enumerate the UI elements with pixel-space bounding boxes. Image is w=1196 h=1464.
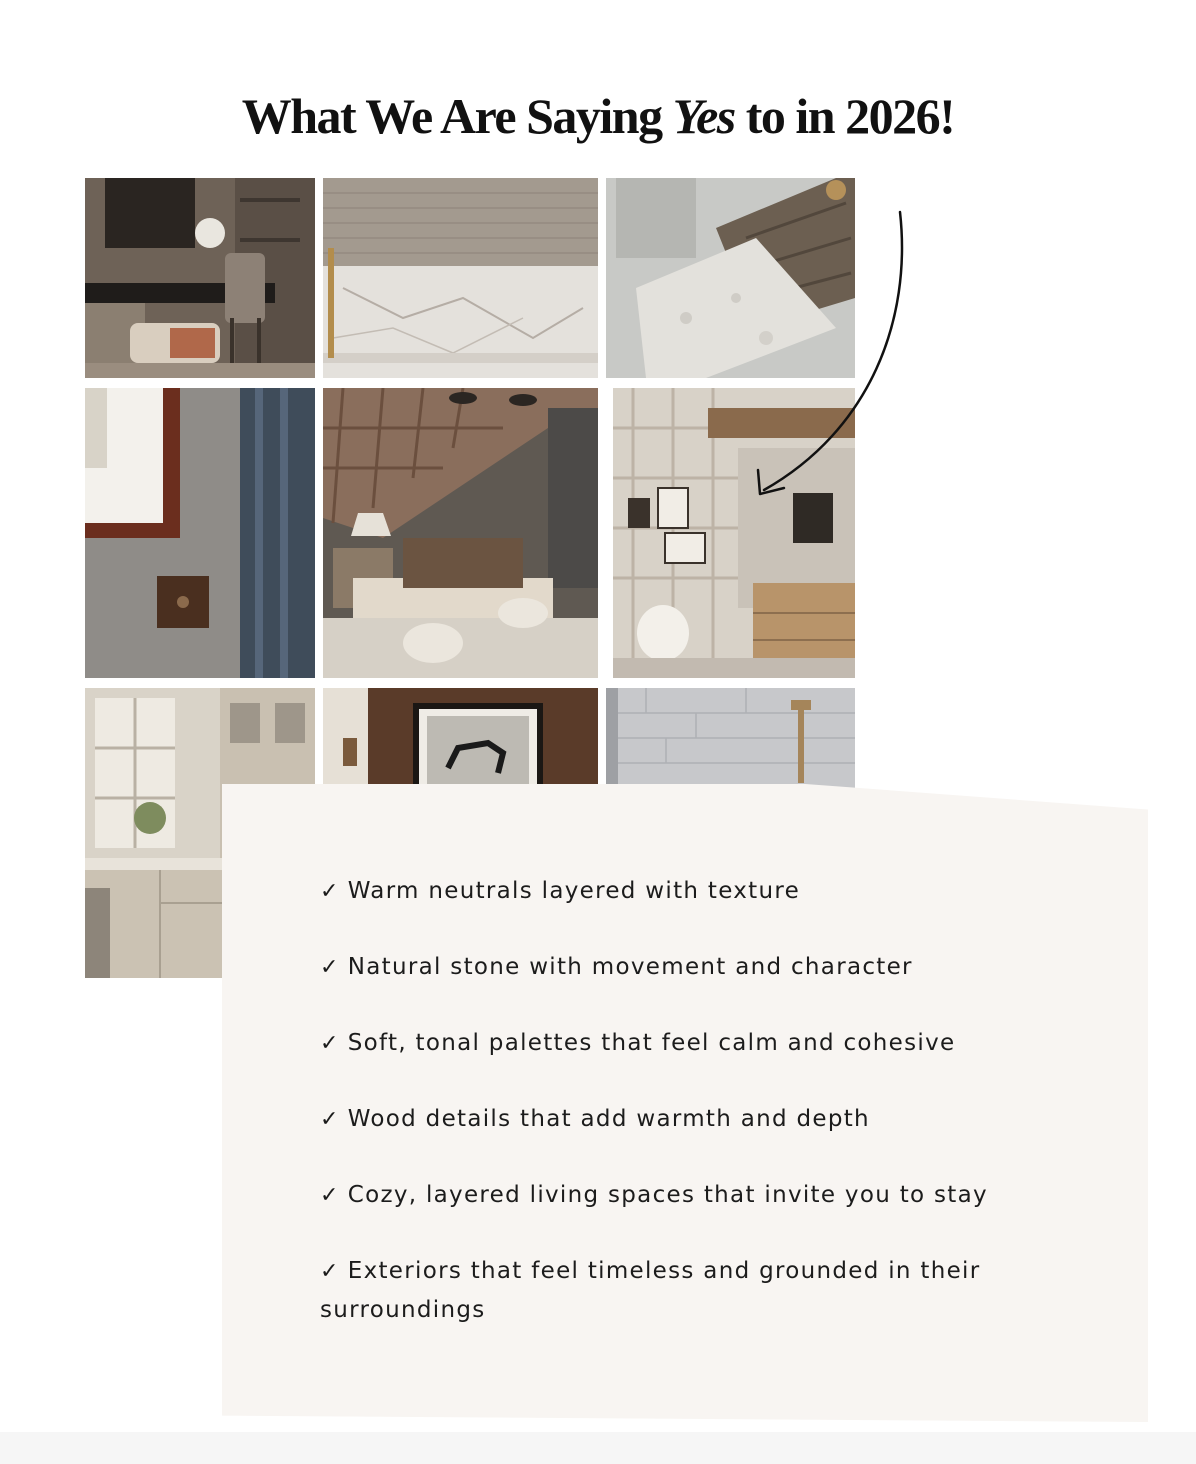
checklist-item-text: Exteriors that feel timeless and grounded in their surroundings bbox=[320, 1258, 981, 1323]
check-icon: ✓ bbox=[320, 1107, 340, 1132]
checklist-item-text: Natural stone with movement and character bbox=[347, 954, 913, 980]
title-part-1: What We Are Saying bbox=[241, 87, 673, 144]
marble-shower-image bbox=[323, 178, 598, 378]
plaid-wallpaper-room-image bbox=[613, 388, 855, 678]
tiled-shower-image bbox=[606, 688, 855, 788]
check-icon: ✓ bbox=[320, 1259, 340, 1284]
checklist-item bbox=[320, 1024, 1060, 1063]
checklist-item-text: Cozy, layered living spaces that invite you to stay bbox=[347, 1182, 988, 1208]
checklist-item-text: Wood details that add warmth and depth bbox=[347, 1106, 870, 1132]
yes-checklist bbox=[320, 872, 1060, 1366]
equestrian-art-image bbox=[323, 688, 598, 788]
title-emphasis: Yes bbox=[672, 87, 735, 144]
check-icon: ✓ bbox=[320, 955, 340, 980]
page-title bbox=[0, 86, 1196, 146]
bottom-band bbox=[0, 1432, 1196, 1464]
checklist-item bbox=[320, 1252, 1060, 1329]
check-icon: ✓ bbox=[320, 879, 340, 904]
checklist-item-text: Warm neutrals layered with texture bbox=[347, 878, 801, 904]
wallcovering-switch-image bbox=[85, 388, 315, 678]
check-icon: ✓ bbox=[320, 1183, 340, 1208]
checklist-item bbox=[320, 1176, 1060, 1215]
stone-samples-image bbox=[606, 178, 855, 378]
check-icon: ✓ bbox=[320, 1031, 340, 1056]
plaid-ceiling-bedroom-image bbox=[323, 388, 598, 678]
title-part-2: to in 2026! bbox=[734, 87, 955, 144]
checklist-item-text: Soft, tonal palettes that feel calm and cohesive bbox=[347, 1030, 956, 1056]
checklist-item bbox=[320, 948, 1060, 987]
checklist-item bbox=[320, 1100, 1060, 1139]
home-office-desk-image bbox=[85, 178, 315, 378]
checklist-item bbox=[320, 872, 1060, 911]
